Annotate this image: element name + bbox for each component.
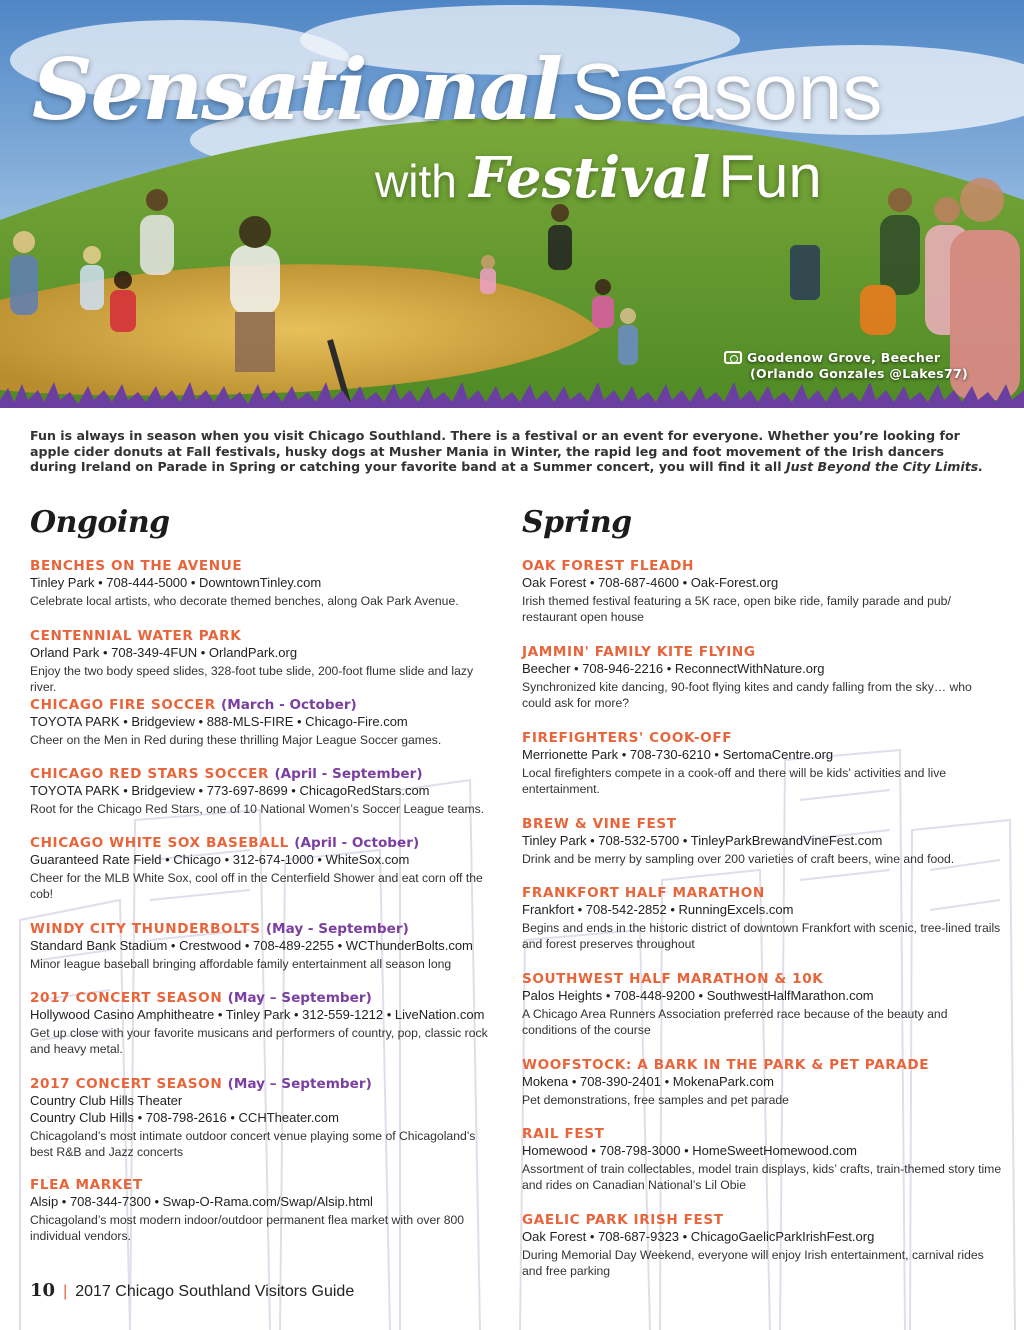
event-description: Enjoy the two body speed slides, 328-foot tube slide, 200-foot flume slide and lazy river.	[30, 664, 474, 694]
title-script-word: Sensational	[32, 40, 562, 139]
event-contact: Beecher • 708-946-2216 • ReconnectWithNature.org	[522, 661, 825, 676]
event-name	[30, 921, 500, 937]
event-contact: Hollywood Casino Amphitheatre • Tinley Park • 312-559-1212 • LiveNation.com	[30, 1007, 485, 1022]
page-footer	[30, 1280, 354, 1301]
event-contact: Alsip • 708-344-7300 • Swap-O-Rama.com/Swap/Alsip.html	[30, 1194, 373, 1209]
page-title	[32, 40, 882, 139]
publication-name: 2017 Chicago Southland Visitors Guide	[75, 1283, 355, 1300]
event-contact: Mokena • 708-390-2401 • MokenaPark.com	[522, 1074, 774, 1089]
event-description: Assortment of train collectables, model train displays, kids’ crafts, train-themed story time and rides on Canadian National’s Lil Obie	[522, 1162, 1002, 1192]
hero-photo	[0, 0, 1024, 410]
event-name: RAIL FEST	[522, 1126, 605, 1142]
event-woofstock	[522, 1057, 1002, 1126]
page-number: 10	[30, 1280, 56, 1301]
event-contact: TOYOTA PARK • Bridgeview • 773-697-8699 • ChicagoRedStars.com	[30, 783, 430, 798]
event-name: SOUTHWEST HALF MARATHON & 10K	[522, 971, 824, 987]
event-description: Root for the Chicago Red Stars, one of 10 National Women’s Soccer League teams.	[30, 802, 485, 816]
event-description: Drink and be merry by sampling over 200 varieties of craft beers, wine and food.	[522, 852, 955, 866]
event-fire-soccer	[30, 697, 500, 766]
event-thunderbolts	[30, 921, 500, 990]
event-name: GAELIC PARK IRISH FEST	[522, 1212, 724, 1228]
event-name: FIREFIGHTERS' COOK-OFF	[522, 730, 733, 746]
event-contact: TOYOTA PARK • Bridgeview • 888-MLS-FIRE • Chicago-Fire.com	[30, 714, 408, 729]
event-title: 2017 CONCERT SEASON	[30, 990, 223, 1006]
event-venue: Country Club Hills Theater	[30, 1093, 183, 1108]
event-description: Cheer for the MLB White Sox, cool off in the Centerfield Shower and eat corn off the cob!	[30, 871, 483, 901]
event-cook-off	[522, 730, 1002, 816]
subtitle-fun: Fun	[718, 143, 822, 210]
event-description: During Memorial Day Weekend, everyone will enjoy Irish entertainment, carnival rides and free parking	[522, 1248, 984, 1278]
event-title: CHICAGO RED STARS SOCCER	[30, 766, 270, 782]
event-description: Cheer on the Men in Red during these thrilling Major League Soccer games.	[30, 733, 442, 747]
event-southwest-marathon	[522, 971, 1002, 1057]
event-description: A Chicago Area Runners Association preferred race because of the beauty and conditions of the course	[522, 1007, 948, 1037]
event-description: Chicagoland’s most modern indoor/outdoor permanent flea market with over 800 individual vendors.	[30, 1213, 465, 1243]
event-title: WINDY CITY THUNDERBOLTS	[30, 921, 261, 937]
caption-location: Goodenow Grove, Beecher	[747, 350, 941, 365]
ongoing-heading: Ongoing	[30, 505, 170, 540]
event-rail-fest	[522, 1126, 1002, 1212]
spring-heading: Spring	[522, 505, 632, 540]
event-contact: Oak Forest • 708-687-9323 • ChicagoGaelicParkIrishFest.org	[522, 1229, 875, 1244]
event-name	[30, 1076, 500, 1092]
event-contact: Guaranteed Rate Field • Chicago • 312-674-1000 • WhiteSox.com	[30, 852, 410, 867]
event-date: (May – September)	[227, 990, 372, 1006]
event-water-park	[30, 628, 500, 697]
event-name: OAK FOREST FLEADH	[522, 558, 694, 574]
event-name	[30, 990, 500, 1006]
spring-column	[522, 500, 1002, 1282]
event-contact: Palos Heights • 708-448-9200 • SouthwestHalfMarathon.com	[522, 988, 874, 1003]
event-name: BREW & VINE FEST	[522, 816, 677, 832]
event-kite-flying	[522, 644, 1002, 730]
event-date: (April - October)	[294, 835, 420, 851]
subtitle-with: with	[375, 155, 457, 207]
event-name	[30, 697, 500, 713]
event-name: FLEA MARKET	[30, 1177, 143, 1193]
event-date: (May – September)	[227, 1076, 372, 1092]
event-concert-hollywood	[30, 990, 500, 1076]
event-contact: Homewood • 708-798-3000 • HomeSweetHomewood.com	[522, 1143, 857, 1158]
event-title: CHICAGO FIRE SOCCER	[30, 697, 216, 713]
event-flea-market	[30, 1177, 500, 1247]
event-name: WOOFSTOCK: A BARK IN THE PARK & PET PARADE	[522, 1057, 930, 1073]
event-name: CENTENNIAL WATER PARK	[30, 628, 242, 644]
camera-icon	[724, 351, 742, 364]
event-frankfort-marathon	[522, 885, 1002, 971]
page-subtitle	[375, 142, 822, 211]
event-description: Local firefighters compete in a cook-off and there will be kids’ activities and live entertainment.	[522, 766, 947, 796]
event-concert-cch	[30, 1076, 500, 1177]
event-contact: Standard Bank Stadium • Crestwood • 708-489-2255 • WCThunderBolts.com	[30, 938, 473, 953]
event-date: (March - October)	[220, 697, 357, 713]
caption-credit: (Orlando Gonzales @Lakes77)	[750, 366, 969, 381]
footer-separator: |	[63, 1283, 68, 1300]
event-description: Irish themed festival featuring a 5K race, open bike ride, family parade and pub/ restaurant open house	[522, 594, 951, 624]
event-name: FRANKFORT HALF MARATHON	[522, 885, 765, 901]
event-contact: Country Club Hills • 708-798-2616 • CCHTheater.com	[30, 1110, 339, 1125]
event-description: Begins and ends in the historic district of downtown Frankfort with scenic, tree-lined trails and forest preserves throughout	[522, 921, 1001, 951]
event-description: Chicagoland’s most intimate outdoor concert venue playing some of Chicagoland’s best R&B and Jazz concerts	[30, 1129, 476, 1159]
event-fleadh	[522, 558, 1002, 644]
event-contact: Merrionette Park • 708-730-6210 • SertomaCentre.org	[522, 747, 834, 762]
subtitle-script-word: Festival	[469, 145, 711, 211]
event-title: 2017 CONCERT SEASON	[30, 1076, 223, 1092]
event-date: (May - September)	[265, 921, 409, 937]
event-description: Synchronized kite dancing, 90-foot flying kites and candy falling from the sky… who could ask for more?	[522, 680, 972, 710]
intro-paragraph	[30, 428, 990, 475]
event-gaelic-park	[522, 1212, 1002, 1282]
event-contact: Frankfort • 708-542-2852 • RunningExcels.com	[522, 902, 794, 917]
event-contact: Tinley Park • 708-532-5700 • TinleyParkBrewandVineFest.com	[522, 833, 883, 848]
event-description: Pet demonstrations, free samples and pet parade	[522, 1093, 789, 1107]
title-plain-word: Seasons	[571, 47, 883, 136]
event-name: JAMMIN' FAMILY KITE FLYING	[522, 644, 756, 660]
event-description: Get up close with your favorite musicans and performers of country, pop, classic rock and heavy metal.	[30, 1026, 488, 1056]
event-description: Celebrate local artists, who decorate themed benches, along Oak Park Avenue.	[30, 594, 459, 608]
event-date: (April - September)	[274, 766, 423, 782]
event-contact: Tinley Park • 708-444-5000 • DowntownTinley.com	[30, 575, 322, 590]
event-contact: Oak Forest • 708-687-4600 • Oak-Forest.org	[522, 575, 779, 590]
event-red-stars	[30, 766, 500, 835]
ongoing-column	[30, 500, 500, 1247]
intro-text: Fun is always in season when you visit Chicago Southland. There is a festival or an event for everyone. Whether you’re looking for apple cider donuts at Fall festivals, husky dogs at Musher Mania in Winter, the rapid leg and foot movement of the Irish dancers during Ireland on Parade in Spring or catching your favorite band at a Summer concert, you will find it all	[30, 428, 960, 474]
event-contact: Orland Park • 708-349-4FUN • OrlandPark.org	[30, 645, 298, 660]
event-description: Minor league baseball bringing affordable family entertainment all season long	[30, 957, 452, 971]
intro-emphasis: Just Beyond the City Limits.	[785, 459, 984, 474]
event-white-sox	[30, 835, 500, 921]
event-name: BENCHES ON THE AVENUE	[30, 558, 243, 574]
event-benches	[30, 558, 500, 628]
event-title: CHICAGO WHITE SOX BASEBALL	[30, 835, 289, 851]
event-name	[30, 766, 500, 782]
event-name	[30, 835, 500, 851]
event-brew-vine	[522, 816, 1002, 885]
grass-divider	[0, 378, 1024, 418]
